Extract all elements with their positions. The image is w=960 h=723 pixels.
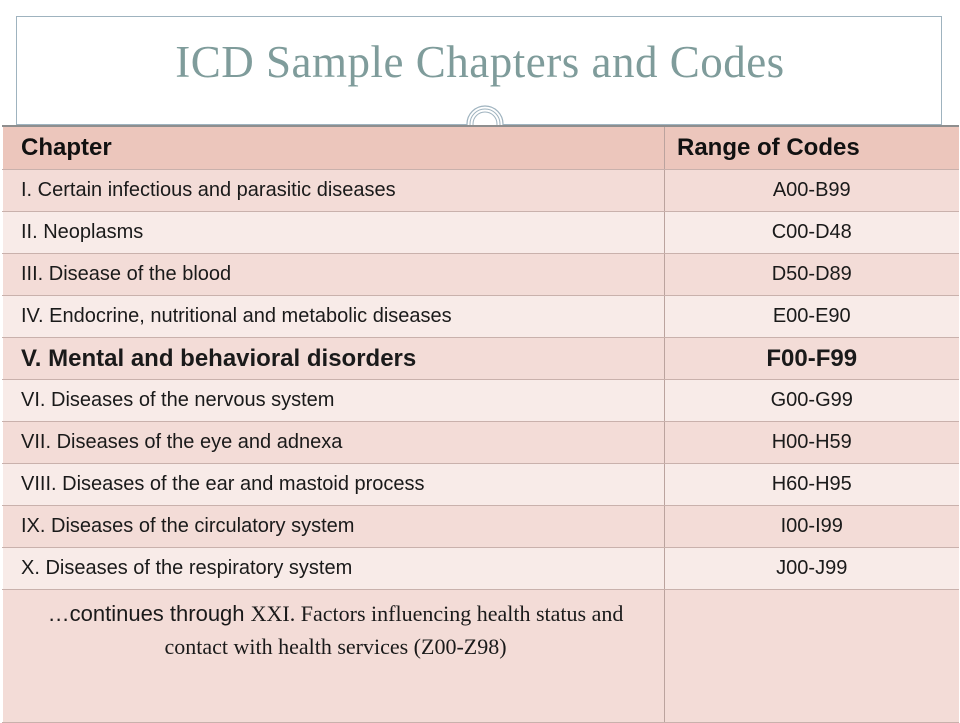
chapter-cell: II. Neoplasms — [3, 212, 665, 254]
range-cell: D50-D89 — [665, 254, 959, 296]
range-cell: H00-H59 — [665, 422, 959, 464]
continuation-lead: …continues through — [47, 601, 251, 626]
table-row — [3, 548, 959, 590]
table-row — [3, 380, 959, 422]
table-header-row — [3, 126, 959, 170]
chapter-cell: IX. Diseases of the circulatory system — [3, 506, 665, 548]
chapter-cell: III. Disease of the blood — [3, 254, 665, 296]
chapter-cell: VIII. Diseases of the ear and mastoid process — [3, 464, 665, 506]
chapter-cell: VII. Diseases of the eye and adnexa — [3, 422, 665, 464]
range-cell: G00-G99 — [665, 380, 959, 422]
continuation-text: XXI. Factors influencing health status and contact with health services (Z00-Z98) — [164, 601, 624, 659]
table-row — [3, 254, 959, 296]
table-row — [3, 506, 959, 548]
column-header-range: Range of Codes — [665, 126, 959, 170]
range-cell: J00-J99 — [665, 548, 959, 590]
table-row-continuation — [3, 590, 959, 723]
range-cell-empty — [665, 590, 959, 723]
table-row — [3, 296, 959, 338]
range-cell: I00-I99 — [665, 506, 959, 548]
table-row — [3, 212, 959, 254]
chapter-cell: VI. Diseases of the nervous system — [3, 380, 665, 422]
chapter-cell: IV. Endocrine, nutritional and metabolic diseases — [3, 296, 665, 338]
column-header-chapter: Chapter — [3, 126, 665, 170]
table-row — [3, 464, 959, 506]
chapter-cell: X. Diseases of the respiratory system — [3, 548, 665, 590]
range-cell: C00-D48 — [665, 212, 959, 254]
table-row — [3, 422, 959, 464]
continuation-cell — [3, 590, 665, 723]
chapter-cell: V. Mental and behavioral disorders — [3, 338, 665, 380]
range-cell: H60-H95 — [665, 464, 959, 506]
range-cell: F00-F99 — [665, 338, 959, 380]
table-row-highlighted — [3, 338, 959, 380]
slide-title: ICD Sample Chapters and Codes — [175, 37, 785, 87]
table-row — [3, 170, 959, 212]
icd-chapters-table — [2, 125, 959, 723]
range-cell: A00-B99 — [665, 170, 959, 212]
chapter-cell: I. Certain infectious and parasitic diseases — [3, 170, 665, 212]
range-cell: E00-E90 — [665, 296, 959, 338]
